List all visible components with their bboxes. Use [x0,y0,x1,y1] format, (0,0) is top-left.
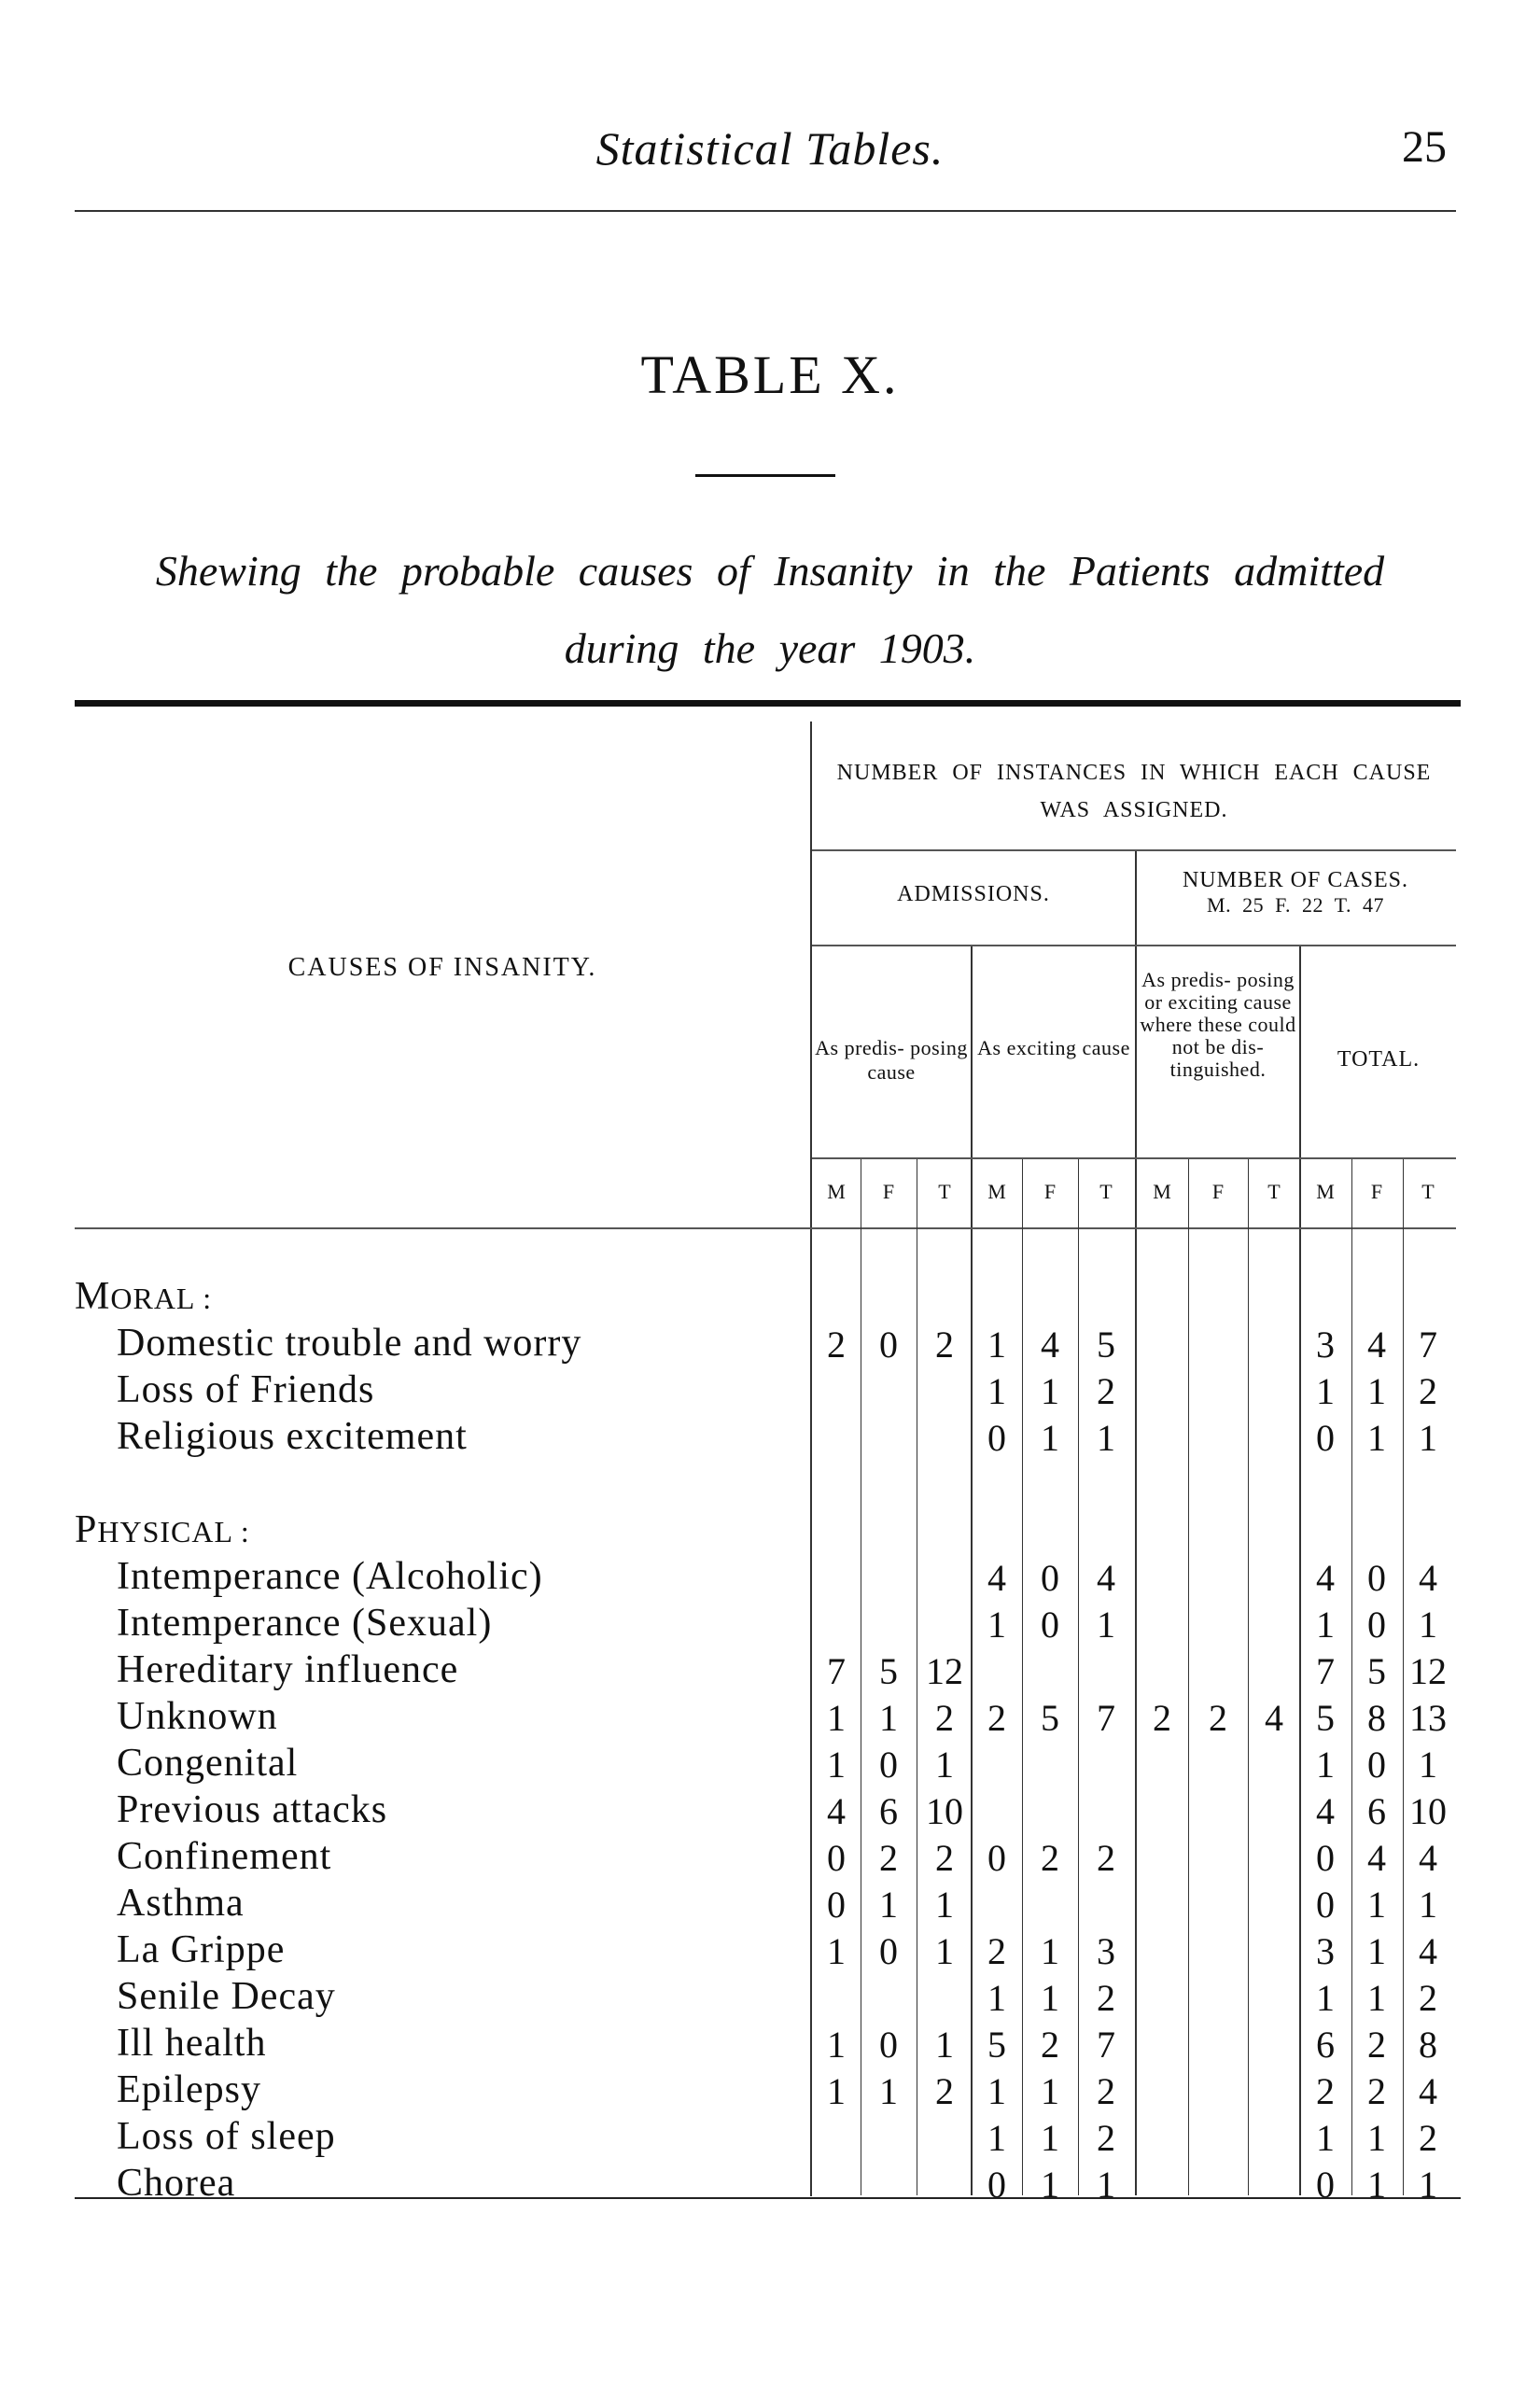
col-subheader: T [1099,1180,1113,1203]
divider-predisposing-exciting [971,946,973,2195]
table-cell: 0 [1316,2164,1335,2206]
table-cell: 2 [1041,1837,1059,1879]
col-header-cases-counts: M. 25 F. 22 T. 47 [1207,893,1384,917]
table-cell: 1 [827,1744,846,1786]
table-cell: 2 [827,1324,846,1366]
table-cell: 6 [1316,2024,1335,2066]
table-cell: 0 [827,1837,846,1879]
table-cell: 1 [1367,1370,1386,1412]
table-cell: 2 [987,1697,1006,1739]
table-cell: 3 [1316,1930,1335,1972]
table-cell: 4 [1367,1837,1386,1879]
cause-label: Intemperance (Alcoholic) [117,1555,543,1598]
table-cell: 1 [1097,1417,1115,1459]
col-line [1078,1159,1079,2195]
col-header-predisposing: As predis- posing cause [815,1036,968,1084]
table-cell: 2 [1097,1370,1115,1412]
table-cell: 0 [879,1744,898,1786]
col-line [1188,1159,1189,2195]
cause-label: Epilepsy [117,2068,261,2111]
table-cell: 1 [987,1604,1006,1646]
table-cell: 1 [935,1884,954,1926]
cause-label: Previous attacks [117,1788,388,1831]
table-cell: 2 [1097,1837,1115,1879]
table-cell: 0 [987,1837,1006,1879]
table-cell: 4 [1419,1837,1437,1879]
cause-label: Chorea [117,2162,236,2205]
table-cell: 3 [1316,1324,1335,1366]
table-cell: 0 [1041,1557,1059,1599]
section-label-rest: ORAL : [110,1282,213,1315]
page-number: 25 [1402,122,1447,172]
table-cell: 8 [1419,2024,1437,2066]
table-cell: 0 [1316,1837,1335,1879]
table-cell: 1 [987,2070,1006,2112]
table-cell: 1 [1367,1977,1386,2019]
table-cell: 13 [1409,1697,1447,1739]
table-cell: 2 [1419,2117,1437,2159]
table-cell: 2 [1097,1977,1115,2019]
divider-indistinguishable-total [1299,946,1301,2195]
col-subheader: F [1043,1180,1057,1203]
table-cell: 2 [935,2070,954,2112]
table-cell: 2 [935,1837,954,1879]
table-title: TABLE X. [640,344,900,405]
table-cell: 1 [1419,1604,1437,1646]
table-cell: 1 [935,1930,954,1972]
table-cell: 4 [1041,1324,1059,1366]
col-line [1351,1159,1352,2195]
col-subheader: F [1370,1180,1383,1203]
table-cell: 1 [1419,2164,1437,2206]
col-line [1022,1159,1023,2195]
table-cell: 1 [987,1977,1006,2019]
cause-label: Intemperance (Sexual) [117,1602,493,1645]
table-cell: 2 [987,1930,1006,1972]
col-subheader: T [1421,1180,1435,1203]
table-cell: 6 [1367,1790,1386,1832]
cause-label: Senile Decay [117,1975,336,2018]
col-header-cases: NUMBER OF CASES. [1182,868,1409,892]
table-cell: 6 [879,1790,898,1832]
table-cell: 1 [827,1697,846,1739]
table-cell: 1 [1419,1744,1437,1786]
table-subtitle-line-1: Shewing the probable causes of Insanity in the Patients admitted [155,547,1385,595]
table-cell: 1 [1041,2117,1059,2159]
col-header-instances: NUMBER OF INSTANCES IN WHICH EACH CAUSE WAS ASSIGNED. [836,761,1432,822]
table-cell: 4 [1265,1697,1283,1739]
table-cell: 1 [1041,1370,1059,1412]
title-rule [695,474,835,477]
rule-instances [812,849,1456,851]
table-cell: 4 [827,1790,846,1832]
section-label [75,1274,212,1319]
table-cell: 1 [1367,1884,1386,1926]
table-cell: 4 [1419,1557,1437,1599]
table-cell: 1 [1041,1417,1059,1459]
table-cell: 0 [1316,1884,1335,1926]
table-cell: 1 [879,2070,898,2112]
table-cell: 1 [1316,1744,1335,1786]
table-cell: 12 [1409,1650,1447,1692]
table-cell: 5 [987,2024,1006,2066]
rule-subheaders-top [812,1157,1456,1159]
cause-label: Confinement [117,1835,332,1878]
cause-label: Unknown [117,1695,278,1738]
table-cell: 1 [1316,1604,1335,1646]
table-cell: 1 [987,1324,1006,1366]
table-bottom-rule [75,2197,1461,2199]
table-cell: 1 [1367,2117,1386,2159]
table-cell: 2 [1041,2024,1059,2066]
col-header-indistinguishable: As predis- posing or exciting cause where these could not be dis- tinguished. [1140,968,1296,1081]
table-cell: 1 [1041,1930,1059,1972]
table-cell: 0 [1367,1604,1386,1646]
cause-label: Loss of sleep [117,2115,336,2158]
table-cell: 10 [1409,1790,1447,1832]
col-subheader: M [1153,1180,1171,1203]
table-cell: 0 [1367,1744,1386,1786]
table-cell: 4 [1316,1557,1335,1599]
table-cell: 1 [935,2024,954,2066]
table-cell: 7 [1097,1697,1115,1739]
table-cell: 10 [926,1790,963,1832]
table-cell: 1 [879,1697,898,1739]
table-cell: 4 [1419,1930,1437,1972]
col-subheader: M [1316,1180,1335,1203]
section-label-initial: M [75,1275,111,1318]
table-cell: 1 [827,1930,846,1972]
table-cell: 2 [1097,2070,1115,2112]
table-cell: 1 [1367,2164,1386,2206]
table-cell: 7 [1316,1650,1335,1692]
table-cell: 4 [1367,1324,1386,1366]
table-cell: 1 [879,1884,898,1926]
table-cell: 2 [1209,1697,1227,1739]
cause-label: Hereditary influence [117,1648,459,1691]
table-cell: 1 [1316,1977,1335,2019]
section-label-initial: P [75,1508,98,1551]
table-subtitle-line-2: during the year 1903. [564,624,976,672]
table-cell: 2 [1316,2070,1335,2112]
cause-label: Loss of Friends [117,1368,375,1411]
divider-admissions-cases [1135,851,1137,2195]
table-cell: 0 [879,1324,898,1366]
section-label [75,1507,250,1552]
table-cell: 1 [1367,1417,1386,1459]
cause-label: Ill health [117,2022,267,2065]
header-rule [75,210,1456,212]
cause-label: Congenital [117,1742,299,1785]
table-cell: 0 [1041,1604,1059,1646]
table-cell: 2 [1367,2024,1386,2066]
table-cell: 2 [1419,1977,1437,2019]
table-cell: 0 [879,2024,898,2066]
table-cell: 1 [1041,2070,1059,2112]
table-cell: 1 [1316,1370,1335,1412]
table-cell: 4 [1419,2070,1437,2112]
section-label-rest: HYSICAL : [97,1515,250,1548]
table-cell: 2 [1097,2117,1115,2159]
table-cell: 7 [827,1650,846,1692]
table-cell: 1 [1367,1930,1386,1972]
table-cell: 2 [1153,1697,1171,1739]
table-cell: 5 [1097,1324,1115,1366]
table-cell: 1 [987,2117,1006,2159]
table-cell: 4 [1316,1790,1335,1832]
table-cell: 0 [1367,1557,1386,1599]
table-cell: 2 [1367,2070,1386,2112]
table-cell: 3 [1097,1930,1115,1972]
rule-subheaders-bottom [75,1227,1456,1229]
col-subheader: T [1267,1180,1281,1203]
cause-label: Domestic trouble and worry [117,1322,582,1365]
col-subheader: M [827,1180,846,1203]
table-cell: 0 [987,1417,1006,1459]
col-subheader: T [938,1180,951,1203]
table-cell: 0 [1316,1417,1335,1459]
col-header-total: TOTAL. [1337,1047,1421,1072]
col-subheader: M [987,1180,1006,1203]
table-cell: 8 [1367,1697,1386,1739]
table-cell: 2 [1419,1370,1437,1412]
divider-causes [810,722,812,2196]
table-cell: 1 [1097,2164,1115,2206]
table-cell: 1 [1097,1604,1115,1646]
table-cell: 1 [1041,2164,1059,2206]
table-cell: 7 [1097,2024,1115,2066]
table-cell: 1 [1419,1417,1437,1459]
cause-label: Religious excitement [117,1415,468,1458]
table-cell: 1 [935,1744,954,1786]
table-cell: 2 [935,1324,954,1366]
table-cell: 0 [987,2164,1006,2206]
table-cell: 2 [935,1697,954,1739]
cause-label: La Grippe [117,1928,286,1971]
table-cell: 5 [1041,1697,1059,1739]
col-header-causes: CAUSES OF INSANITY. [287,953,597,982]
table-cell: 1 [1316,2117,1335,2159]
rule-admissions [812,945,1456,946]
col-line [1403,1159,1404,2195]
table-cell: 0 [827,1884,846,1926]
table-cell: 1 [1041,1977,1059,2019]
running-title: Statistical Tables. [595,122,945,175]
table-cell: 12 [926,1650,963,1692]
col-subheader: F [882,1180,895,1203]
col-header-exciting: As exciting cause [977,1036,1130,1059]
table-cell: 1 [987,1370,1006,1412]
col-header-admissions: ADMISSIONS. [897,882,1050,906]
table-cell: 5 [1367,1650,1386,1692]
table-top-rule [75,700,1461,707]
table-cell: 7 [1419,1324,1437,1366]
table-cell: 5 [1316,1697,1335,1739]
col-line [1248,1159,1249,2195]
table-cell: 0 [879,1930,898,1972]
table-cell: 4 [987,1557,1006,1599]
table-cell: 2 [879,1837,898,1879]
table-cell: 1 [827,2024,846,2066]
table-cell: 5 [879,1650,898,1692]
cause-label: Asthma [117,1882,245,1925]
table-cell: 1 [1419,1884,1437,1926]
table-cell: 4 [1097,1557,1115,1599]
table-cell: 1 [827,2070,846,2112]
col-subheader: F [1211,1180,1225,1203]
